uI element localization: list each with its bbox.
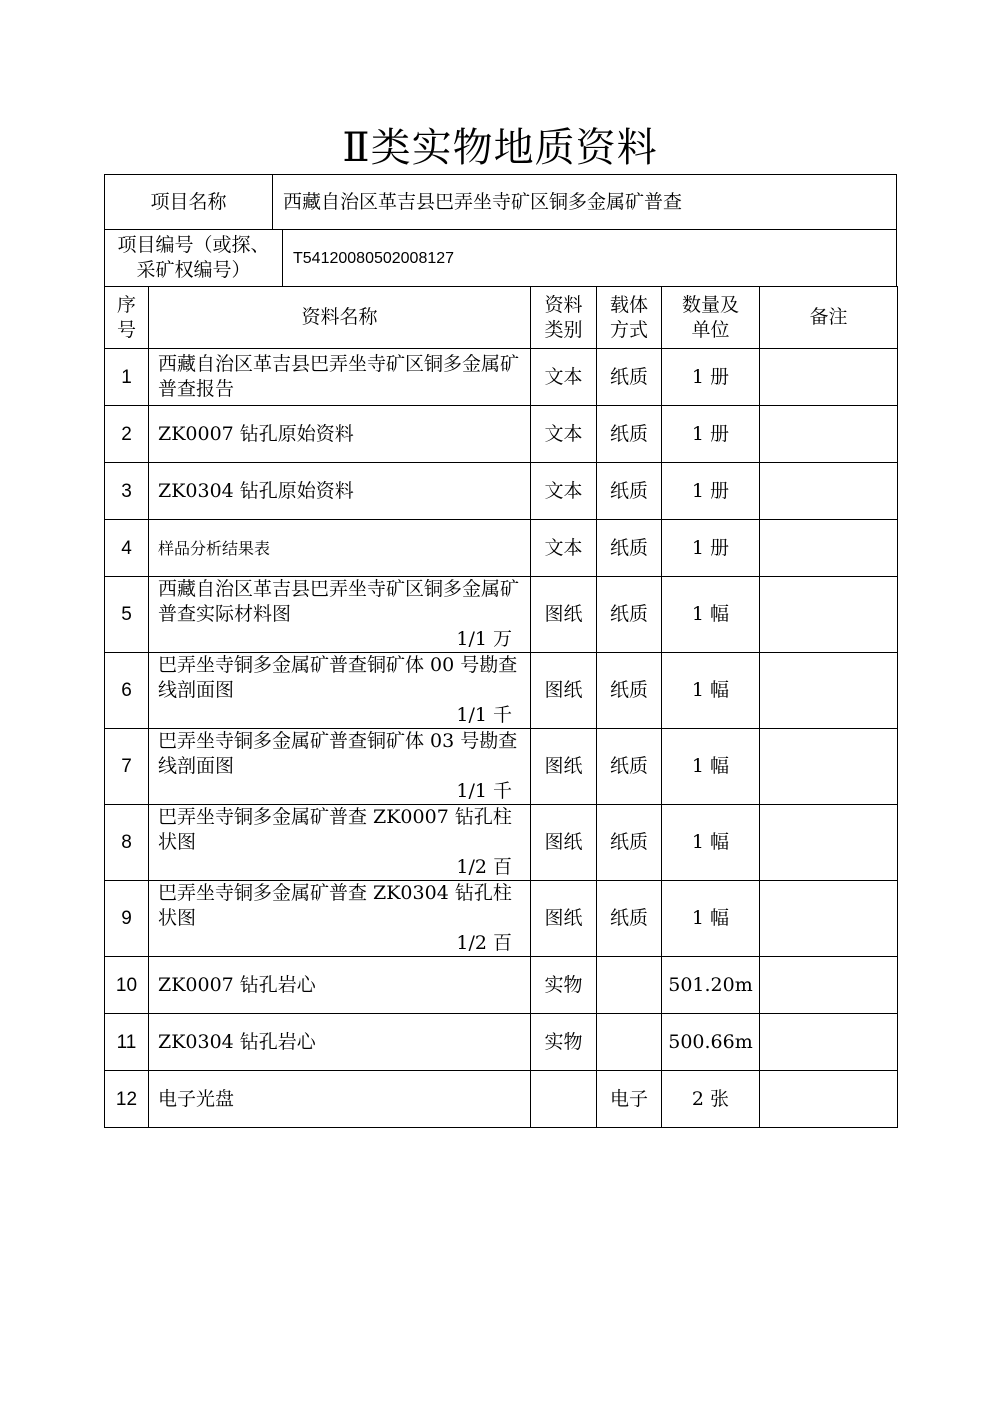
row-carrier: 纸质 xyxy=(597,349,662,406)
row-carrier: 电子 xyxy=(597,1071,662,1128)
table-row xyxy=(105,805,898,881)
row-name-cell xyxy=(149,349,531,406)
row-seq: 6 xyxy=(105,653,149,729)
row-name: 巴弄坐寺铜多金属矿普查 ZK0007 钻孔柱状图 xyxy=(158,806,512,853)
header-note: 备注 xyxy=(760,287,898,349)
row-note xyxy=(760,1071,898,1128)
row-name-cell xyxy=(149,406,531,463)
row-name-cell xyxy=(149,653,531,729)
row-carrier: 纸质 xyxy=(597,881,662,957)
project-name-table xyxy=(104,174,897,230)
row-name: 西藏自治区革吉县巴弄坐寺矿区铜多金属矿普查实际材料图 xyxy=(158,578,520,625)
project-code-value: T54120080502008127 xyxy=(283,230,897,287)
row-carrier: 纸质 xyxy=(597,406,662,463)
table-row xyxy=(105,729,898,805)
row-name-cell xyxy=(149,577,531,653)
row-seq: 4 xyxy=(105,520,149,577)
row-category: 图纸 xyxy=(531,577,597,653)
table-row xyxy=(105,406,898,463)
row-seq: 1 xyxy=(105,349,149,406)
row-category: 图纸 xyxy=(531,805,597,881)
header-category: 资料类别 xyxy=(531,287,597,349)
row-name-cell xyxy=(149,1014,531,1071)
row-quantity: 1 册 xyxy=(662,349,760,406)
row-name-cell xyxy=(149,729,531,805)
row-category: 文本 xyxy=(531,463,597,520)
row-name: ZK0304 钻孔原始资料 xyxy=(158,479,354,502)
row-quantity: 1 幅 xyxy=(662,577,760,653)
project-name-value: 西藏自治区革吉县巴弄坐寺矿区铜多金属矿普查 xyxy=(273,175,897,230)
row-quantity: 501.20m xyxy=(662,957,760,1014)
header-seq: 序号 xyxy=(105,287,149,349)
table-row xyxy=(105,520,898,577)
row-quantity: 1 册 xyxy=(662,520,760,577)
row-carrier: 纸质 xyxy=(597,520,662,577)
row-name-cell xyxy=(149,520,531,577)
row-note xyxy=(760,406,898,463)
project-code-label: 项目编号（或探、采矿权编号） xyxy=(105,230,283,287)
table-row xyxy=(105,577,898,653)
row-category xyxy=(531,1071,597,1128)
row-seq: 12 xyxy=(105,1071,149,1128)
row-name: 电子光盘 xyxy=(158,1087,235,1110)
row-seq: 5 xyxy=(105,577,149,653)
table-row xyxy=(105,957,898,1014)
header-quantity: 数量及单位 xyxy=(662,287,760,349)
row-note xyxy=(760,805,898,881)
table-row xyxy=(105,881,898,957)
row-quantity: 1 幅 xyxy=(662,881,760,957)
row-category: 文本 xyxy=(531,406,597,463)
row-seq: 8 xyxy=(105,805,149,881)
table-row xyxy=(105,1071,898,1128)
row-category: 文本 xyxy=(531,349,597,406)
row-category: 实物 xyxy=(531,957,597,1014)
row-scale: 1/1 万 xyxy=(456,628,512,650)
row-carrier: 纸质 xyxy=(597,805,662,881)
row-category: 实物 xyxy=(531,1014,597,1071)
row-seq: 9 xyxy=(105,881,149,957)
row-seq: 3 xyxy=(105,463,149,520)
row-carrier: 纸质 xyxy=(597,729,662,805)
row-name: 巴弄坐寺铜多金属矿普查铜矿体 03 号勘查线剖面图 xyxy=(158,730,518,777)
row-category: 图纸 xyxy=(531,729,597,805)
row-quantity: 2 张 xyxy=(662,1071,760,1128)
row-scale: 1/1 千 xyxy=(456,704,512,726)
row-note xyxy=(760,577,898,653)
row-note xyxy=(760,463,898,520)
row-note xyxy=(760,349,898,406)
row-note xyxy=(760,520,898,577)
row-quantity: 500.66m xyxy=(662,1014,760,1071)
row-quantity: 1 册 xyxy=(662,406,760,463)
page-title: Ⅱ类实物地质资料 xyxy=(342,125,658,171)
row-quantity: 1 册 xyxy=(662,463,760,520)
row-scale: 1/2 百 xyxy=(456,932,512,954)
row-name-cell xyxy=(149,1071,531,1128)
row-name: ZK0304 钻孔岩心 xyxy=(158,1030,316,1053)
row-note xyxy=(760,957,898,1014)
row-quantity: 1 幅 xyxy=(662,805,760,881)
row-name-cell xyxy=(149,805,531,881)
header-name: 资料名称 xyxy=(149,287,531,349)
row-seq: 7 xyxy=(105,729,149,805)
row-scale: 1/1 千 xyxy=(456,780,512,802)
row-note xyxy=(760,1014,898,1071)
row-name: 巴弄坐寺铜多金属矿普查铜矿体 00 号勘查线剖面图 xyxy=(158,654,518,701)
row-name: 样品分析结果表 xyxy=(158,538,271,558)
row-seq: 2 xyxy=(105,406,149,463)
row-name: 西藏自治区革吉县巴弄坐寺矿区铜多金属矿普查报告 xyxy=(158,353,520,400)
row-category: 图纸 xyxy=(531,653,597,729)
row-scale: 1/2 百 xyxy=(456,856,512,878)
row-name: ZK0007 钻孔原始资料 xyxy=(158,422,354,445)
row-category: 文本 xyxy=(531,520,597,577)
row-quantity: 1 幅 xyxy=(662,729,760,805)
row-quantity: 1 幅 xyxy=(662,653,760,729)
table-header-row xyxy=(105,287,898,349)
row-carrier: 纸质 xyxy=(597,463,662,520)
table-row xyxy=(105,653,898,729)
table-row xyxy=(105,1014,898,1071)
row-category: 图纸 xyxy=(531,881,597,957)
row-note xyxy=(760,729,898,805)
table-body xyxy=(105,349,898,1128)
row-name: 巴弄坐寺铜多金属矿普查 ZK0304 钻孔柱状图 xyxy=(158,882,512,929)
row-name-cell xyxy=(149,881,531,957)
row-name-cell xyxy=(149,463,531,520)
row-name: ZK0007 钻孔岩心 xyxy=(158,973,316,996)
row-carrier xyxy=(597,1014,662,1071)
row-carrier: 纸质 xyxy=(597,577,662,653)
row-name-cell xyxy=(149,957,531,1014)
header-carrier: 载体方式 xyxy=(597,287,662,349)
table-row xyxy=(105,463,898,520)
row-note xyxy=(760,881,898,957)
project-name-label: 项目名称 xyxy=(105,175,273,230)
row-carrier xyxy=(597,957,662,1014)
table-row xyxy=(105,349,898,406)
row-note xyxy=(760,653,898,729)
row-seq: 11 xyxy=(105,1014,149,1071)
row-carrier: 纸质 xyxy=(597,653,662,729)
project-code-table xyxy=(104,229,897,287)
materials-table xyxy=(104,286,898,1128)
row-seq: 10 xyxy=(105,957,149,1014)
